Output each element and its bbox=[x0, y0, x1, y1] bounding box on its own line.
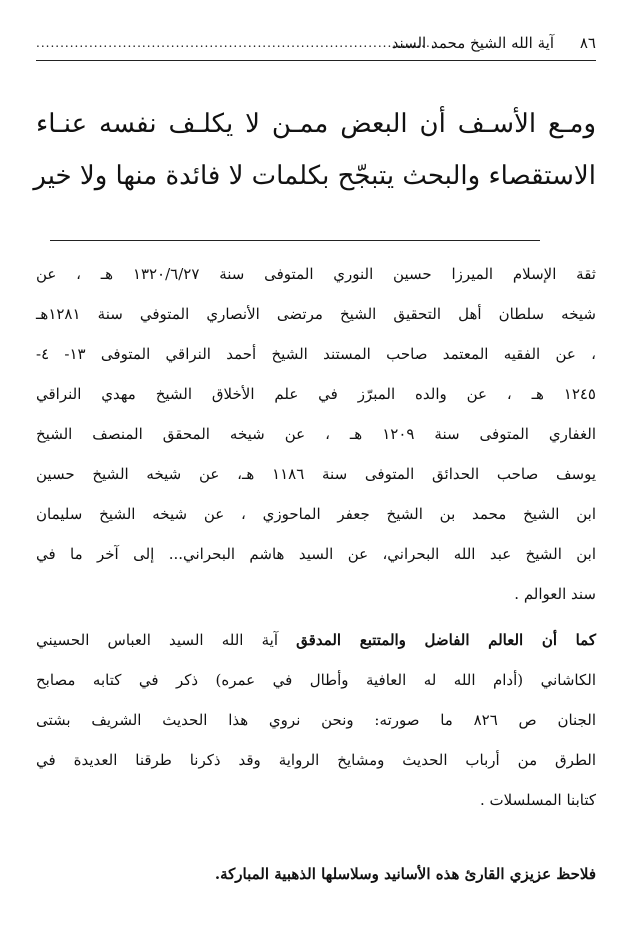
paragraph-two bbox=[36, 620, 596, 820]
footnote-separator bbox=[50, 240, 540, 241]
footnote-line: ، عن الفقيه المعتمد صاحب المستند الشيخ أحمد النراقي المتوفى ١٣- ٤- bbox=[36, 345, 596, 363]
paragraph-two-bold-lead: كما أن العالم الفاضل والمتتبع المدقق bbox=[296, 631, 596, 649]
footnote-line: الغفاري المتوفى سنة ١٢٠٩ هـ ، عن شيخه المحقق المنصف الشيخ bbox=[36, 425, 596, 443]
footnote-line: ابن الشيخ محمد بن الشيخ جعفر الماحوزي ، عن شيخه الشيخ سليمان bbox=[36, 505, 596, 523]
footnote-line: ابن الشيخ عبد الله البحراني، عن السيد هاشم البحراني... إلى آخر ما في bbox=[36, 545, 596, 563]
closing-sentence: فلاحظ عزيزي القارئ هذه الأسانيد وسلاسلها الذهبية المباركة. bbox=[214, 865, 596, 883]
footnote-line: شيخه سلطان أهل التحقيق الشيخ مرتضى الأنصاري المتوفي سنة ١٢٨١هـ bbox=[36, 305, 596, 323]
paragraph-two-line: الطرق من أرباب الحديث ومشايخ الرواية وقد ذكرنا طرقنا العديدة في bbox=[36, 751, 596, 769]
paragraph-two-lead-rest: آية الله السيد العباس الحسيني bbox=[36, 631, 297, 649]
paragraph-two-line: الكاشاني (أدام الله له العافية وأطال في عمره) ذكر في كتابه مصابح bbox=[36, 671, 596, 689]
footnote-line: يوسف صاحب الحدائق المتوفى سنة ١١٨٦ هـ، عن شيخه الشيخ حسين bbox=[36, 465, 596, 483]
footnote-line: سند العوالم . bbox=[514, 585, 596, 603]
footnote-line: ١٢٤٥ هـ ، عن والده المبرّز في علم الأخلاق الشيخ مهدي النراقي bbox=[36, 385, 596, 403]
paragraph-two-line: كتابنا المسلسلات . bbox=[479, 791, 596, 809]
paragraph-two-first-line bbox=[36, 620, 596, 660]
main-text-line: الاستقصاء والبحث يتبجّح بكلمات لا فائدة منها ولا خير bbox=[33, 161, 596, 191]
footnote-line: ثقة الإسلام الميرزا حسين النوري المتوفى سنة ١٣٢٠/٦/٢٧ هـ ، عن bbox=[36, 265, 596, 283]
running-title: آية الله الشيخ محمد السند bbox=[391, 34, 554, 52]
header-rule bbox=[36, 60, 596, 61]
footnote-block bbox=[36, 254, 596, 614]
running-header bbox=[36, 30, 596, 56]
header-leader-dots: ................................................................................... bbox=[36, 36, 436, 50]
page-number: ٨٦ bbox=[579, 34, 596, 52]
main-text-block bbox=[33, 98, 596, 202]
paragraph-two-line: الجنان ص ٨٢٦ ما صورته: ونحن نروي هذا الحديث الشريف بشتى bbox=[36, 711, 596, 729]
main-text-line: ومـع الأسـف أن البعض ممـن لا يكلـف نفسه عنـاء bbox=[36, 109, 596, 139]
